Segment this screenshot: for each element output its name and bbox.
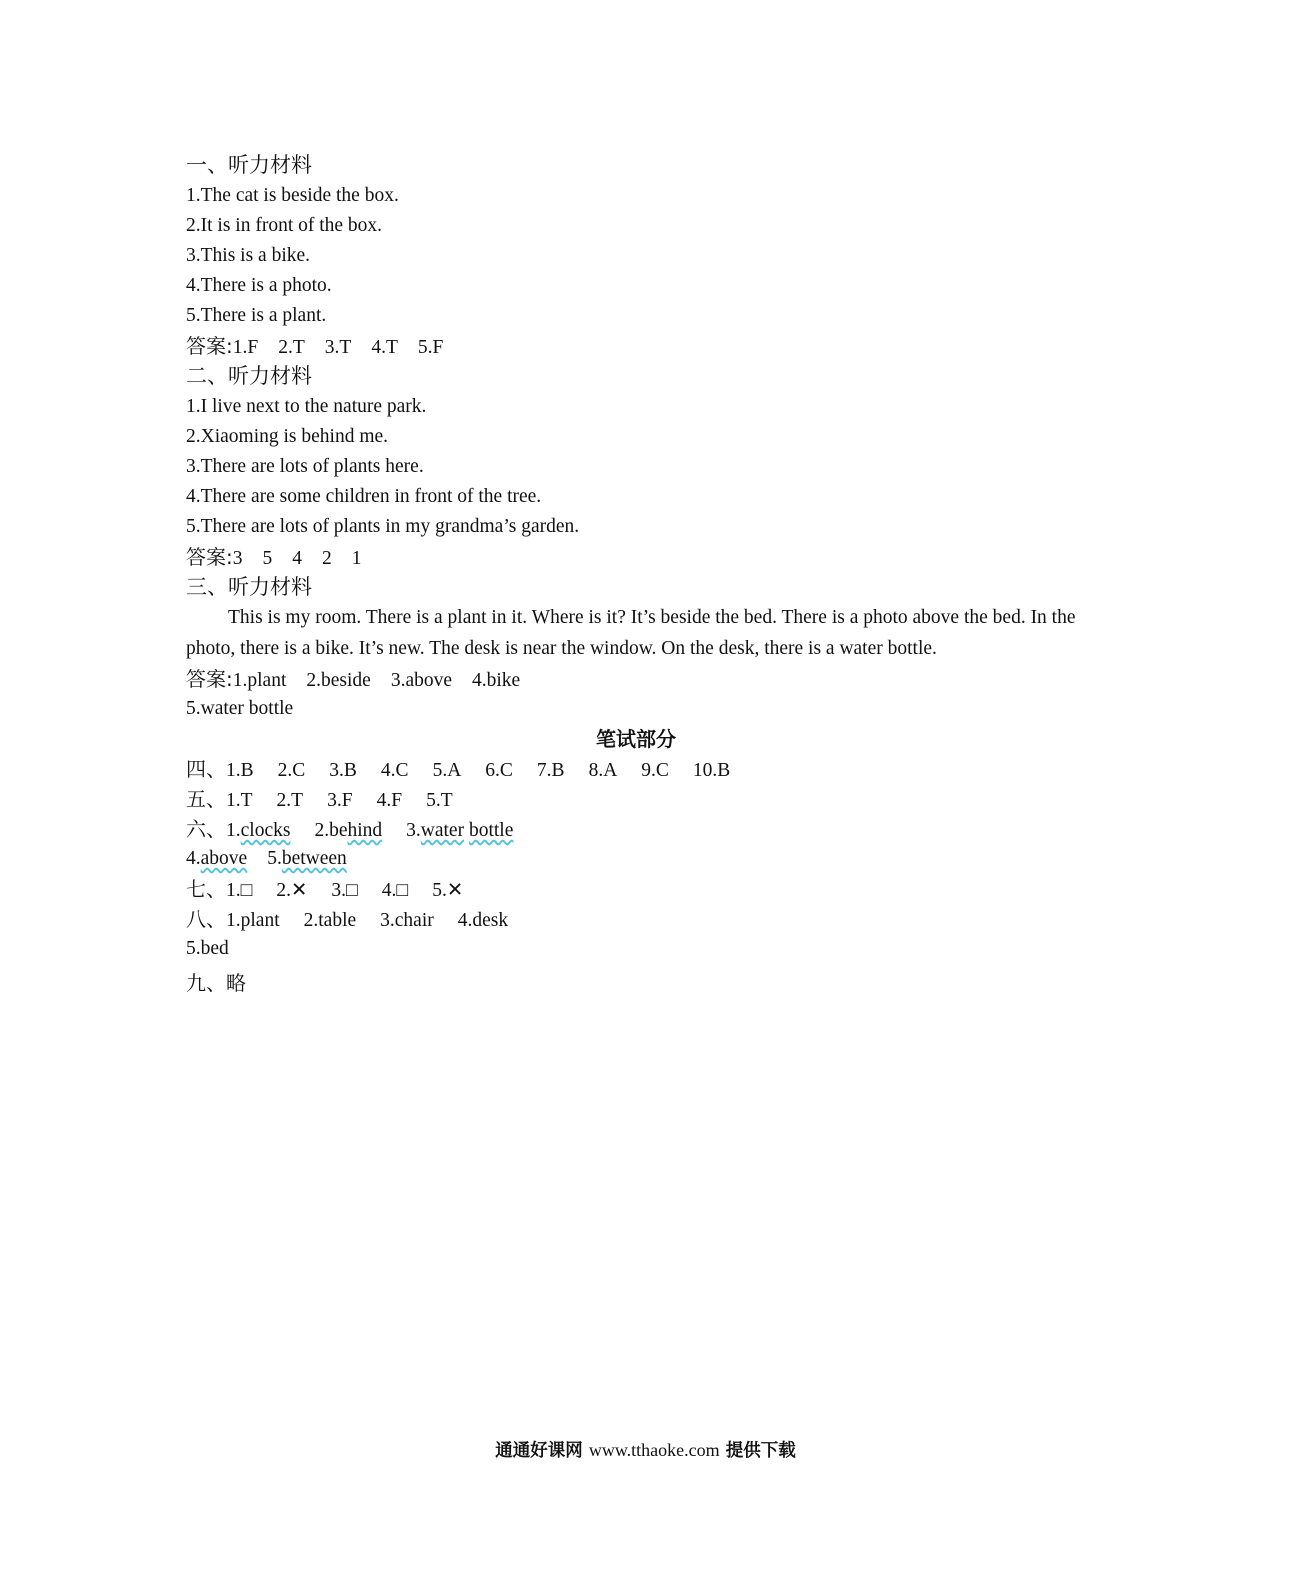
section-9-text: 略	[226, 971, 246, 995]
written-part-title: 笔试部分	[596, 727, 676, 751]
answer: 2.✕	[276, 880, 308, 901]
section-8-label: 八、	[186, 907, 226, 931]
answer: 9.C	[641, 760, 669, 781]
answer: 2.C	[277, 760, 306, 781]
answer: 1.F	[232, 337, 259, 358]
answer: 4.desk	[457, 910, 509, 931]
footer-site-name: 通通好课网	[495, 1441, 583, 1461]
answer: 2.T	[276, 790, 304, 811]
section-5-label: 五、	[186, 787, 226, 811]
section-8-answers-line-2: 5.bed	[186, 938, 229, 959]
s2-item-1: 1.I live next to the nature park.	[186, 396, 427, 417]
s3-answers-line-2: 5.water bottle	[186, 698, 294, 719]
s1-item-2: 2.It is in front of the box.	[186, 215, 383, 236]
answer: 3.above	[390, 670, 453, 691]
section-1-title: 一、听力材料	[186, 153, 312, 177]
answer-label: 答案:	[186, 545, 233, 569]
answer: 3.□	[331, 880, 358, 901]
answer-number: 3.	[406, 820, 421, 841]
s3-paragraph: This is my room. There is a plant in it. Where is it? It’s beside the bed. There is a photo above the bed. In the photo, there is a bike. It’s new. The desk is near the window. On the desk, there is a water bottle.	[186, 607, 1076, 659]
answer-label: 答案:	[186, 334, 233, 358]
s1-item-5: 5.There is a plant.	[186, 305, 327, 326]
section-6-answers	[186, 814, 1086, 844]
section-5-answers	[186, 784, 1086, 814]
answer: 3.chair	[380, 910, 434, 931]
s1-item-3: 3.This is a bike.	[186, 245, 311, 266]
s2-item-5: 5.There are lots of plants in my grandma’s garden.	[186, 516, 580, 537]
answer: 3.T	[324, 337, 352, 358]
section-6-label: 六、	[186, 817, 226, 841]
s1-answers	[186, 331, 1086, 361]
answer: 1.T	[226, 790, 253, 811]
answer-number: 4.	[186, 848, 201, 869]
answer: 4	[292, 548, 302, 569]
section-6-answers-line-2	[186, 844, 1086, 874]
section-9	[186, 968, 1086, 998]
answer: 2.T	[278, 337, 305, 358]
answer: 2.beside	[306, 670, 371, 691]
footer	[0, 1437, 1291, 1462]
section-2-title: 二、听力材料	[186, 364, 312, 388]
s1-item-1: 1.The cat is beside the box.	[186, 185, 399, 206]
s2-item-2: 2.Xiaoming is behind me.	[186, 426, 389, 447]
s2-item-4: 4.There are some children in front of the tree.	[186, 486, 542, 507]
answer: 3.B	[329, 760, 357, 781]
answer: 4.F	[376, 790, 403, 811]
answer: 2.table	[303, 910, 357, 931]
s1-item-4: 4.There is a photo.	[186, 275, 332, 296]
s3-answers	[186, 664, 1086, 694]
section-8-answers	[186, 904, 1086, 934]
section-9-label: 九、	[186, 971, 226, 995]
spell-underlined-word: clocks	[240, 820, 291, 841]
spell-underlined-word: hind	[347, 820, 383, 841]
answer-number: 1.	[226, 820, 241, 841]
answer: 5	[262, 548, 273, 569]
answer-label: 答案:	[186, 667, 233, 691]
answer: 4.C	[380, 760, 409, 781]
answer-number: 5.	[267, 848, 282, 869]
answer: 4.□	[381, 880, 409, 901]
section-7-label: 七、	[186, 877, 226, 901]
section-7-answers	[186, 874, 1086, 904]
spell-underlined-word: bottle	[468, 820, 514, 841]
answer: 1.plant	[232, 670, 287, 691]
answer: 2	[322, 548, 332, 569]
footer-suffix: 提供下载	[725, 1441, 796, 1461]
answer: 3	[232, 548, 243, 569]
spell-underlined-word: above	[200, 848, 248, 869]
answer: 5.T	[426, 790, 453, 811]
answer-prefix: 2.be	[314, 820, 348, 841]
s2-item-3: 3.There are lots of plants here.	[186, 456, 424, 477]
answer: 4.T	[371, 337, 398, 358]
answer: 5.A	[432, 760, 462, 781]
footer-url[interactable]: www.tthaoke.com	[588, 1440, 720, 1460]
answer: 4.bike	[472, 670, 521, 691]
answer: 1.plant	[226, 910, 280, 931]
answer: 5.✕	[432, 880, 464, 901]
answer: 5.F	[417, 337, 444, 358]
section-3-title: 三、听力材料	[186, 575, 312, 599]
answer: 7.B	[536, 760, 565, 781]
answer: 3.F	[327, 790, 353, 811]
s2-answers	[186, 542, 1086, 572]
spell-underlined-word: water	[420, 820, 465, 841]
answer: 1.□	[226, 880, 253, 901]
spell-underlined-word: between	[281, 848, 347, 869]
answer-sheet	[186, 150, 1086, 998]
section-4-answers	[186, 754, 1086, 784]
answer: 1.B	[226, 760, 254, 781]
answer: 10.B	[692, 760, 731, 781]
section-4-label: 四、	[186, 757, 226, 781]
answer: 6.C	[485, 760, 513, 781]
answer: 8.A	[588, 760, 618, 781]
answer: 1	[351, 548, 362, 569]
